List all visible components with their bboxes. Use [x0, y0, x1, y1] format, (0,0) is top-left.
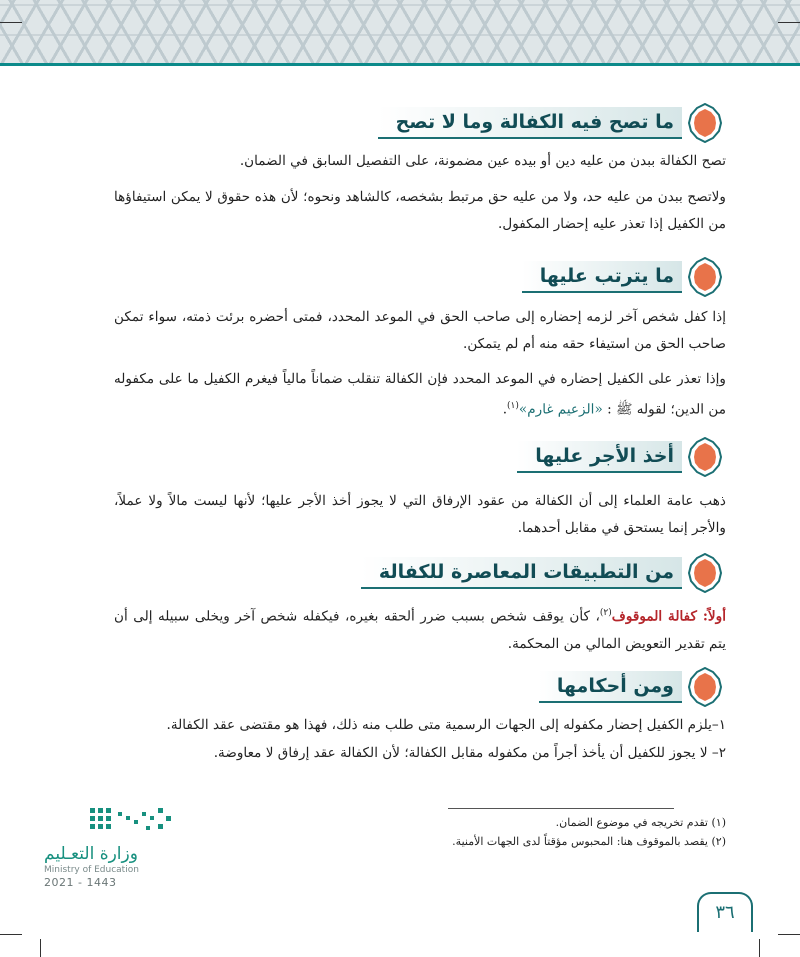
paragraph-text: .	[502, 401, 508, 418]
section-title: من التطبيقات المعاصرة للكفالة	[378, 561, 674, 583]
section-title: ما يترتب عليها	[539, 265, 674, 287]
highlight-label: أولاً: كفالة الموقوف	[611, 608, 726, 625]
heading-bar	[378, 107, 682, 139]
section-title: أخذ الأجر عليها	[535, 445, 674, 467]
page-number: ٣٦	[697, 892, 753, 932]
crop-mark	[0, 934, 22, 935]
section-title: ما تصح فيه الكفالة وما لا تصح	[395, 111, 674, 133]
paragraph: تصح الكفالة ببدن من عليه دين أو بيده عين مضمونة، على التفصيل السابق في الضمان.	[239, 153, 726, 169]
paragraph: إذا كفل شخص آخر لزمه إحضاره إلى صاحب الحق في الموعد المحدد، فمتى أحضره برئت ذمته، سواء تمكن صاحب الحق من استيفاء حقه منه أم لم يتمكن.	[114, 309, 726, 352]
section-heading	[361, 556, 728, 590]
crop-mark	[0, 22, 22, 23]
banner-pattern	[0, 0, 800, 64]
footnote: (٢) يقصد بالموقوف هنا: المحبوس مؤقتاً لدى الجهات الأمنية.	[452, 835, 726, 848]
ruling-item: ١–يلزم الكفيل إحضار مكفوله إلى الجهات الرسمية متى طلب منه ذلك، فهذا هو مقتضى عقد الكفالة.	[166, 717, 726, 733]
section-title: ومن أحكامها	[556, 675, 674, 697]
paragraph: ولاتصح ببدن من عليه حد، ولا من عليه حق مرتبط بشخصه، كالشاهد ونحوه؛ لأن هذه حقوق لا يمكن استيفاؤها من الكفيل إذا تعذر عليه إحضار المكفول.	[114, 189, 726, 232]
paragraph-text: وإذا تعذر على الكفيل إحضاره في الموعد المحدد فإن الكفالة تنقلب ضماناً مالياً فيغرم الكفيل ما على مكفوله من الدين؛ لقوله ﷺ :	[114, 371, 726, 418]
heading-bar	[361, 557, 682, 589]
heading-bar	[517, 441, 682, 473]
paragraph: ذهب عامة العلماء إلى أن الكفالة من عقود الإرفاق التي لا يجوز أخذ الأجر عليها؛ لأنها ليست مالاً ولا عملاً، والأجر إنما يستحق في مقابل أحدهما.	[114, 493, 726, 536]
section-heading	[522, 260, 728, 294]
octagon-badge-icon	[682, 553, 728, 593]
paragraph-text: ، كأن يوقف شخص بسبب ضرر ألحقه بغيره، فيكفله شخص آخر ويخلى سبيله إلى أن يتم تقدير التعويض المالي من المحكمة.	[114, 608, 726, 652]
paragraph	[114, 600, 726, 658]
paragraph	[114, 366, 726, 424]
section-heading	[539, 670, 728, 704]
footnote-ref: (١)	[507, 401, 519, 411]
header-banner	[0, 0, 800, 66]
logo-english-name: Ministry of Education	[44, 865, 139, 875]
footnote-ref: (٢)	[599, 608, 612, 618]
crop-mark	[759, 939, 760, 957]
logo-dots-icon	[88, 806, 176, 836]
footnote: (١) تقدم تخريجه في موضوع الضمان.	[555, 816, 726, 829]
crop-mark	[40, 939, 41, 957]
crop-mark	[778, 934, 800, 935]
octagon-badge-icon	[682, 103, 728, 143]
footnote-separator	[448, 808, 674, 809]
heading-bar	[522, 261, 682, 293]
crop-mark	[778, 22, 800, 23]
ministry-logo	[44, 806, 194, 889]
logo-arabic-name: وزارة التعـليم	[44, 844, 138, 864]
logo-year: 2021 - 1443	[44, 876, 117, 889]
octagon-badge-icon	[682, 667, 728, 707]
section-heading	[378, 106, 728, 140]
banner-line	[0, 63, 800, 66]
octagon-badge-icon	[682, 437, 728, 477]
ruling-item: ٢– لا يجوز للكفيل أن يأخذ أجراً من مكفوله مقابل الكفالة؛ لأن الكفالة عقد إرفاق لا معاوضة.	[213, 745, 726, 761]
heading-bar	[539, 671, 682, 703]
octagon-badge-icon	[682, 257, 728, 297]
hadith-quote: «الزعيم غارم»	[518, 401, 603, 418]
section-heading	[517, 440, 728, 474]
